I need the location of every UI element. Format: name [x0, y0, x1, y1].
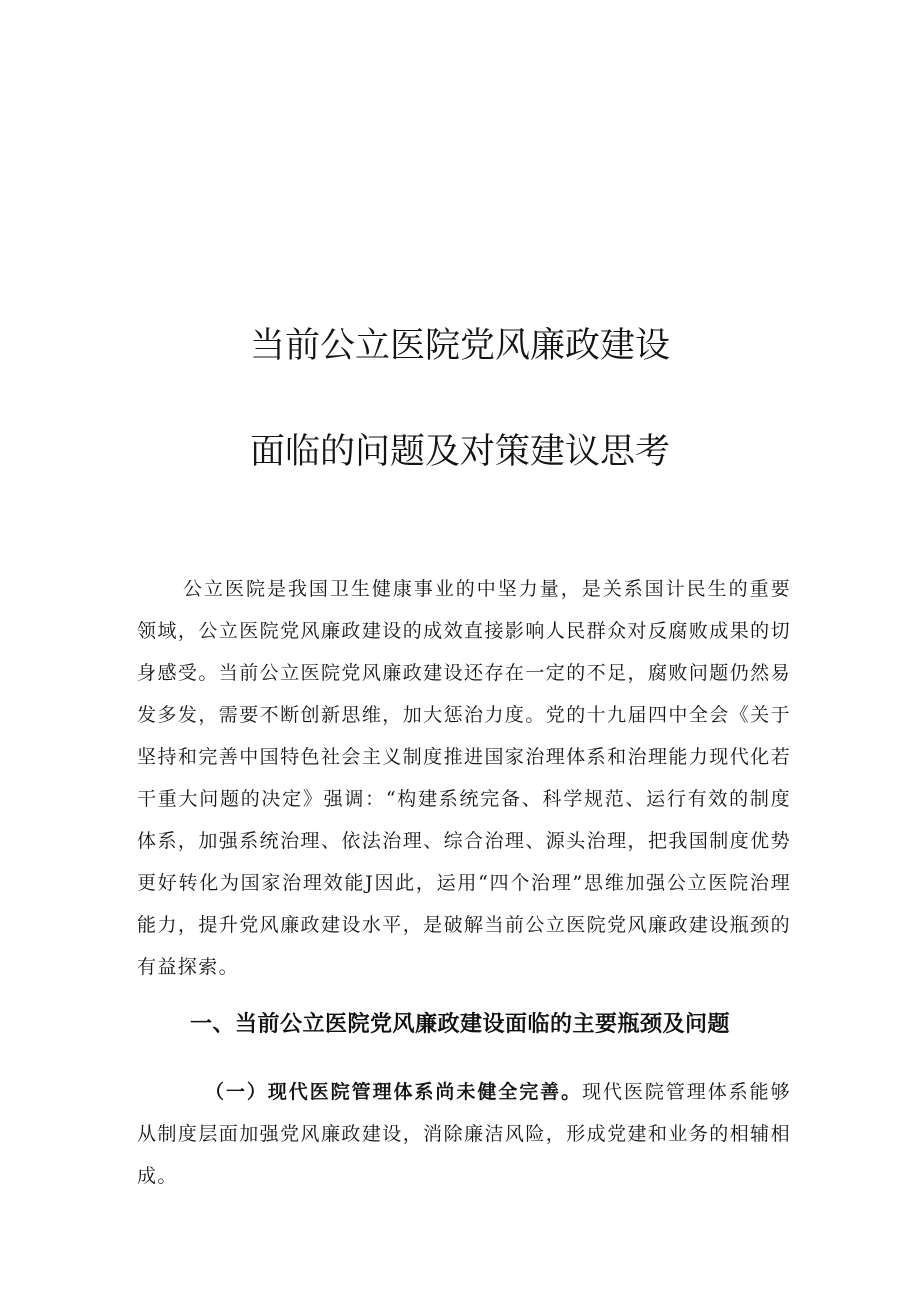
section-heading-1: 一、当前公立医院党风廉政建设面临的主要瓶颈及问题	[189, 1012, 730, 1037]
subsection-1-paragraph	[137, 1071, 791, 1197]
document-title-line-2: 面临的问题及对策建议思考	[249, 432, 670, 472]
document-title-line-1: 当前公立医院党风廉政建设	[249, 326, 670, 366]
intro-paragraph: 公立医院是我国卫生健康事业的中坚力量，是关系国计民生的重要领域，公立医院党风廉政建设的成效直接影响人民群众对反腐败成果的切身感受。当前公立医院党风廉政建设还存在一定的不足，腐败问题仍然易发多发，需要不断创新思维，加大惩治力度。党的十九届四中全会《关于坚持和完善中国特色社会主义制度推进国家治理体系和治理能力现代化若干重大问题的决定》强调：“构建系统完备、科学规范、运行有效的制度体系，加强系统治理、依法治理、综合治理、源头治理，把我国制度优势更好转化为国家治理效能J因此，运用“四个治理”思维加强公立医院治理能力，提升党风廉政建设水平，是破解当前公立医院党风廉政建设瓶颈的有益探索。	[137, 578, 791, 978]
subsection-1-text: 现代医院管理体系能够从制度层面加强党风廉政建设，消除廉洁风险，形成党建和业务的相辅相成。	[137, 1081, 791, 1187]
subsection-1-lead: （一）现代医院管理体系尚未健全完善。	[205, 1081, 583, 1103]
